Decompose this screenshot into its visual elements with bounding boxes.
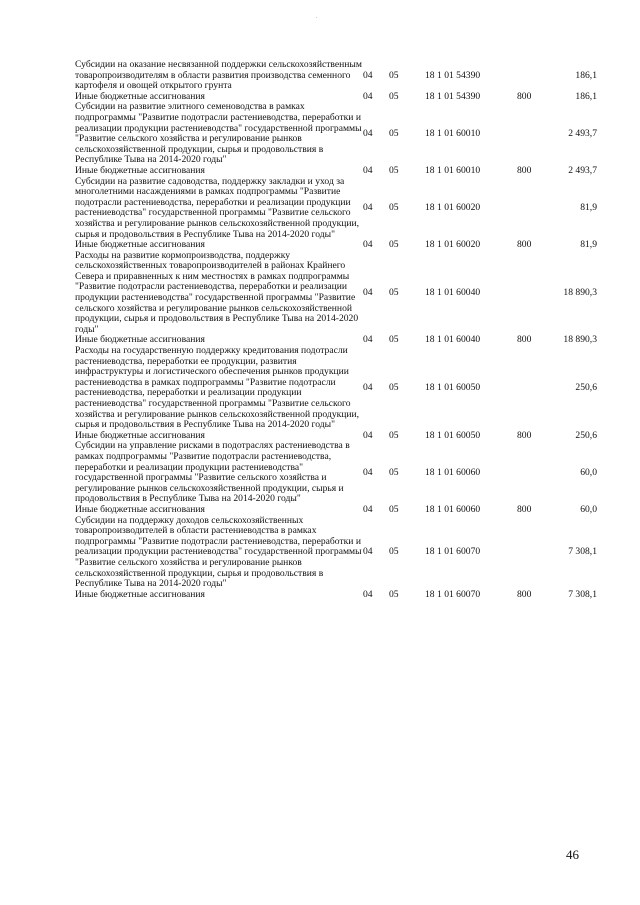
expense-type-cell: 800 bbox=[517, 503, 532, 515]
target-article-cell: 18 1 01 60040 bbox=[425, 286, 481, 298]
subsection-code-cell: 05 bbox=[389, 334, 399, 346]
target-article-cell: 18 1 01 60010 bbox=[425, 164, 481, 176]
target-article-cell: 18 1 01 60060 bbox=[425, 503, 481, 515]
expense-type-cell: 800 bbox=[517, 429, 532, 441]
expense-name-cell: Субсидии на оказание несвязанной поддержки сельскохозяйственным товаропроизводителям в области развития производства семенного картофеля и овощей открытого грунта bbox=[75, 59, 362, 92]
amount-cell: 7 308,1 bbox=[568, 588, 597, 600]
expense-type-cell bbox=[517, 346, 551, 431]
amount-cell: 250,6 bbox=[575, 429, 597, 441]
amount-cell: 7 308,1 bbox=[568, 546, 597, 558]
expense-name-cell: Иные бюджетные ассигнования bbox=[75, 90, 205, 102]
section-code-cell: 04 bbox=[363, 239, 373, 251]
expense-type-cell bbox=[517, 251, 551, 336]
table-row bbox=[75, 505, 597, 516]
subsection-code-cell: 05 bbox=[389, 466, 399, 478]
amount-cell: 60,0 bbox=[580, 503, 597, 515]
target-article-cell: 18 1 01 60060 bbox=[425, 466, 481, 478]
expense-type-cell: 800 bbox=[517, 588, 532, 600]
amount-cell: 186,1 bbox=[575, 69, 597, 81]
table-row bbox=[75, 346, 597, 431]
subsection-code-cell: 05 bbox=[389, 286, 399, 298]
budget-table bbox=[75, 60, 597, 600]
target-article-cell: 18 1 01 60050 bbox=[425, 382, 481, 394]
section-code-cell: 04 bbox=[363, 334, 373, 346]
expense-name-cell: Иные бюджетные ассигнования bbox=[75, 239, 205, 251]
table-row bbox=[75, 166, 597, 177]
subsection-code-cell: 05 bbox=[389, 382, 399, 394]
section-code-cell: 04 bbox=[363, 382, 373, 394]
expense-type-cell bbox=[517, 177, 551, 241]
table-row bbox=[75, 516, 597, 590]
scan-mark: . bbox=[316, 14, 318, 20]
subsection-code-cell: 05 bbox=[389, 503, 399, 515]
expense-type-cell: 800 bbox=[517, 164, 532, 176]
section-code-cell: 04 bbox=[363, 466, 373, 478]
subsection-code-cell: 05 bbox=[389, 90, 399, 102]
subsection-code-cell: 05 bbox=[389, 588, 399, 600]
amount-cell: 250,6 bbox=[575, 382, 597, 394]
amount-cell: 18 890,3 bbox=[563, 334, 597, 346]
subsection-code-cell: 05 bbox=[389, 429, 399, 441]
section-code-cell: 04 bbox=[363, 127, 373, 139]
target-article-cell: 18 1 01 60020 bbox=[425, 239, 481, 251]
expense-name-cell: Расходы на государственную поддержку кредитования подотрасли растениеводства, переработки ее продукции, развития инфраструктуры и логистического обеспечения рынков продукции растениеводства в рамках подпрограммы "Развитие подотрасли растениеводства, переработки и реализации продукции растениеводства" государственной программы "Развитие сельского хозяйства и регулирование рынков сельскохозяйственной продукции, сырья и продовольствия в Республике Тыва на 2014-2020 годы" bbox=[75, 345, 360, 431]
amount-cell: 2 493,7 bbox=[568, 127, 597, 139]
expense-type-cell: 800 bbox=[517, 239, 532, 251]
section-code-cell: 04 bbox=[363, 429, 373, 441]
target-article-cell: 18 1 01 60050 bbox=[425, 429, 481, 441]
expense-name-cell: Расходы на развитие кормопроизводства, поддержку сельскохозяйственных товаропроизводителей в районах Крайнего Севера и приравненных к ним местностях в рамках подпрограммы "Развитие подотрасли растениеводства, переработки и реализации продукции растениеводства" государственной программы "Развитие сельского хозяйства и регулирование рынков сельскохозяйственной продукции, сырья и продовольствия в Республике Тыва на 2014-2020 годы" bbox=[75, 249, 359, 335]
expense-type-cell: 800 bbox=[517, 90, 532, 102]
page-number: 46 bbox=[566, 847, 579, 862]
expense-name-cell: Иные бюджетные ассигнования bbox=[75, 503, 205, 515]
section-code-cell: 04 bbox=[363, 546, 373, 558]
expense-type-cell bbox=[517, 102, 551, 166]
amount-cell: 186,1 bbox=[575, 90, 597, 102]
table-row bbox=[75, 590, 597, 601]
expense-name-cell: Субсидии на развитие элитного семеноводства в рамках подпрограммы "Развитие подотрасли растениеводства, переработки и реализации продукции растениеводства" государственной программы "Развитие сельского хозяйства и регулирование рынков сельскохозяйственной продукции, сырья и продовольствия в Республике Тыва на 2014-2020 годы" bbox=[75, 101, 362, 166]
amount-cell: 18 890,3 bbox=[563, 286, 597, 298]
section-code-cell: 04 bbox=[363, 588, 373, 600]
amount-cell: 2 493,7 bbox=[568, 164, 597, 176]
table-row bbox=[75, 60, 597, 92]
subsection-code-cell: 05 bbox=[389, 164, 399, 176]
target-article-cell: 18 1 01 60070 bbox=[425, 546, 481, 558]
target-article-cell: 18 1 01 54390 bbox=[425, 90, 481, 102]
subsection-code-cell: 05 bbox=[389, 69, 399, 81]
subsection-code-cell: 05 bbox=[389, 127, 399, 139]
section-code-cell: 04 bbox=[363, 164, 373, 176]
expense-name-cell: Иные бюджетные ассигнования bbox=[75, 334, 205, 346]
table-row bbox=[75, 251, 597, 336]
expense-type-cell: 800 bbox=[517, 334, 532, 346]
expense-name-cell: Субсидии на управление рисками в подотраслях растениеводства в рамках подпрограммы "Развитие подотрасли растениеводства, переработки и реализации продукции растениеводства" государственной программы "Развитие сельского хозяйства и регулирование рынков сельскохозяйственной продукции, сырья и продовольствия в Республике Тыва на 2014-2020 годы" bbox=[75, 440, 350, 505]
expense-name-cell: Субсидии на развитие садоводства, поддержку закладки и уход за многолетними насаждениями в рамках подпрограммы "Развитие подотрасли растениеводства, переработки и реализации продукции растениеводства" государственной программы "Развитие сельского хозяйства и регулирование рынков сельскохозяйственной продукции, сырья и продовольствия в Республике Тыва на 2014-2020 годы" bbox=[75, 175, 360, 240]
expense-type-cell bbox=[517, 60, 551, 92]
section-code-cell: 04 bbox=[363, 286, 373, 298]
amount-cell: 81,9 bbox=[580, 239, 597, 251]
subsection-code-cell: 05 bbox=[389, 546, 399, 558]
budget-table-body bbox=[75, 60, 597, 600]
target-article-cell: 18 1 01 60020 bbox=[425, 202, 481, 214]
expense-type-cell bbox=[517, 441, 551, 505]
section-code-cell: 04 bbox=[363, 503, 373, 515]
expense-type-cell bbox=[517, 516, 551, 590]
subsection-code-cell: 05 bbox=[389, 202, 399, 214]
section-code-cell: 04 bbox=[363, 69, 373, 81]
amount-cell: 60,0 bbox=[580, 466, 597, 478]
expense-name-cell: Субсидии на поддержку доходов сельскохозяйственных товаропроизводителей в области растениеводства в рамках подпрограммы "Развитие подотрасли растениеводства, переработки и реализации продукции растениеводства" государственной программы "Развитие сельского хозяйства и регулирование рынков сельскохозяйственной продукции, сырья и продовольствия в Республике Тыва на 2014-2020 годы" bbox=[75, 514, 362, 590]
target-article-cell: 18 1 01 60070 bbox=[425, 588, 481, 600]
expense-name-cell: Иные бюджетные ассигнования bbox=[75, 164, 205, 176]
amount-cell: 81,9 bbox=[580, 202, 597, 214]
table-row bbox=[75, 177, 597, 241]
target-article-cell: 18 1 01 60040 bbox=[425, 334, 481, 346]
section-code-cell: 04 bbox=[363, 90, 373, 102]
table-row bbox=[75, 441, 597, 505]
target-article-cell: 18 1 01 60010 bbox=[425, 127, 481, 139]
target-article-cell: 18 1 01 54390 bbox=[425, 69, 481, 81]
table-row bbox=[75, 102, 597, 166]
section-code-cell: 04 bbox=[363, 202, 373, 214]
subsection-code-cell: 05 bbox=[389, 239, 399, 251]
expense-name-cell: Иные бюджетные ассигнования bbox=[75, 429, 205, 441]
expense-name-cell: Иные бюджетные ассигнования bbox=[75, 588, 205, 600]
